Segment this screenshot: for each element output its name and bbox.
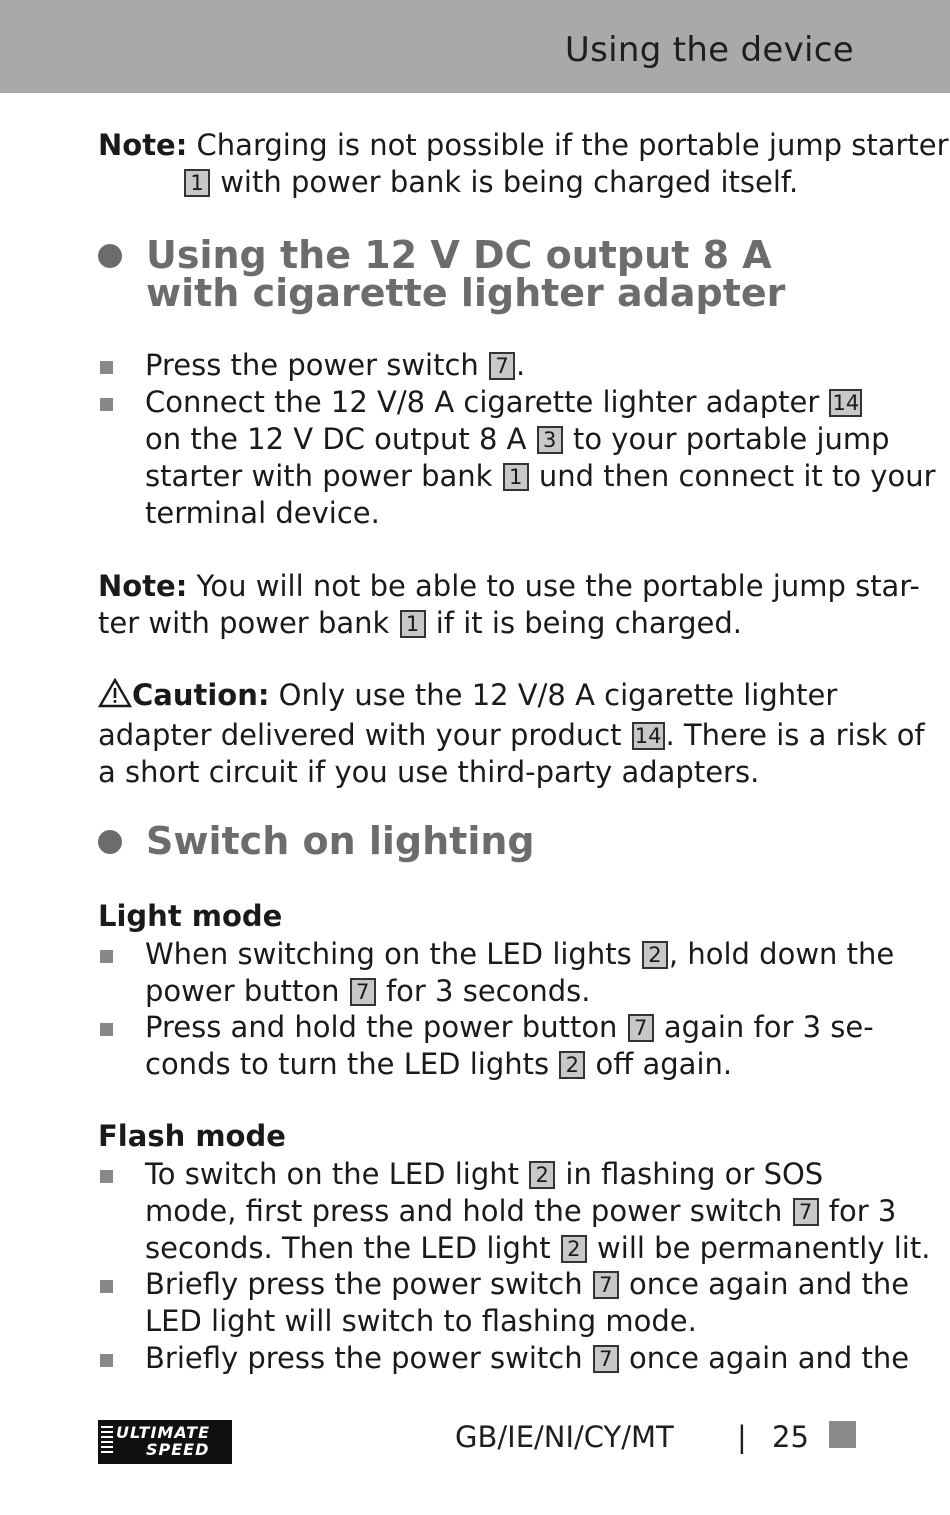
part-ref: 2	[642, 941, 668, 969]
item-text: off again.	[586, 1047, 733, 1081]
item-text: To switch on the LED light	[145, 1157, 529, 1191]
note-text: ter with power bank	[98, 606, 399, 640]
part-ref: 14	[829, 389, 862, 417]
item-text: will be permanently lit.	[587, 1231, 931, 1265]
square-bullet-icon	[100, 361, 113, 374]
caution-text: . There is a risk of	[665, 718, 925, 752]
item-text: .	[516, 348, 526, 382]
square-bullet-icon	[100, 398, 113, 411]
part-ref: 7	[593, 1345, 619, 1373]
brand-logo	[98, 1420, 232, 1464]
bullet-dot-icon	[98, 830, 122, 854]
caution-label: Caution:	[132, 678, 270, 712]
part-ref: 7	[628, 1014, 654, 1042]
footer-separator: |	[737, 1420, 747, 1454]
item-text: for 3 seconds.	[376, 974, 591, 1008]
item-text: LED light will switch to flashing mode.	[145, 1304, 697, 1338]
square-bullet-icon	[100, 1354, 113, 1367]
item-text: on the 12 V DC output 8 A	[145, 422, 536, 456]
item-text: again for 3 se-	[654, 1010, 874, 1044]
item-text: seconds. Then the LED light	[145, 1231, 560, 1265]
part-ref: 1	[400, 610, 426, 638]
item-text: Connect the 12 V/8 A cigarette lighter adapter	[145, 385, 829, 419]
note-label: Note:	[98, 128, 188, 162]
item-text: in flashing or SOS	[556, 1157, 824, 1191]
part-ref: 1	[184, 169, 210, 197]
note-text: if it is being charged.	[426, 606, 742, 640]
item-text: und then connect it to your	[529, 459, 936, 493]
square-bullet-icon	[100, 950, 113, 963]
item-text: Briefly press the power switch	[145, 1267, 592, 1301]
warning-triangle-icon	[98, 678, 132, 717]
logo-text: ULTIMATE	[116, 1423, 211, 1442]
part-ref: 7	[489, 352, 515, 380]
part-ref: 14	[632, 722, 665, 750]
item-text: Briefly press the power switch	[145, 1341, 592, 1375]
subheading-light-mode: Light mode	[98, 899, 283, 933]
item-text: once again and the	[619, 1267, 910, 1301]
item-text: mode, first press and hold the power switch	[145, 1194, 792, 1228]
part-ref: 1	[503, 463, 529, 491]
note-text: You will not be able to use the portable jump star-	[187, 569, 920, 603]
heading-line: with cigarette lighter adapter	[146, 271, 786, 315]
item-text: once again and the	[619, 1341, 910, 1375]
subheading-flash-mode: Flash mode	[98, 1119, 286, 1153]
item-text: starter with power bank	[145, 459, 502, 493]
caution-text: a short circuit if you use third-party adapters.	[98, 755, 760, 789]
page-number: 25	[772, 1420, 809, 1454]
heading-line: Switch on lighting	[146, 819, 535, 863]
note-usage	[98, 568, 920, 642]
part-ref: 2	[559, 1051, 585, 1079]
item-text: to your portable jump	[563, 422, 890, 456]
part-ref: 7	[593, 1271, 619, 1299]
note-text: with power bank is being charged itself.	[211, 165, 799, 199]
square-bullet-icon	[100, 1170, 113, 1183]
part-ref: 2	[561, 1235, 587, 1263]
square-bullet-icon	[100, 1023, 113, 1036]
heading-line: Using the 12 V DC output 8 A	[146, 233, 772, 277]
item-text: conds to turn the LED lights	[145, 1047, 559, 1081]
bullet-dot-icon	[98, 244, 122, 268]
caution-text: Only use the 12 V/8 A cigarette lighter	[269, 678, 838, 712]
footer-countries: GB/IE/NI/CY/MT	[455, 1420, 674, 1454]
page-header-title: Using the device	[564, 30, 854, 70]
item-text: for 3	[819, 1194, 897, 1228]
item-text: Press and hold the power button	[145, 1010, 627, 1044]
note-label: Note:	[98, 569, 188, 603]
item-text: power button	[145, 974, 349, 1008]
item-text: terminal device.	[145, 496, 380, 530]
caution-text: adapter delivered with your product	[98, 718, 631, 752]
item-text: When switching on the LED lights	[145, 937, 641, 971]
part-ref: 3	[537, 426, 563, 454]
part-ref: 7	[350, 978, 376, 1006]
page-marker-icon	[829, 1421, 856, 1448]
logo-text: SPEED	[146, 1440, 210, 1459]
item-text: Press the power switch	[145, 348, 489, 382]
part-ref: 7	[793, 1198, 819, 1226]
logo-stripes-icon	[101, 1426, 113, 1456]
caution-block	[98, 677, 925, 791]
item-text: , hold down the	[668, 937, 895, 971]
part-ref: 2	[529, 1161, 555, 1189]
header-bar	[0, 0, 950, 93]
note-charging	[98, 127, 949, 201]
square-bullet-icon	[100, 1280, 113, 1293]
note-text: Charging is not possible if the portable jump starter	[187, 128, 949, 162]
